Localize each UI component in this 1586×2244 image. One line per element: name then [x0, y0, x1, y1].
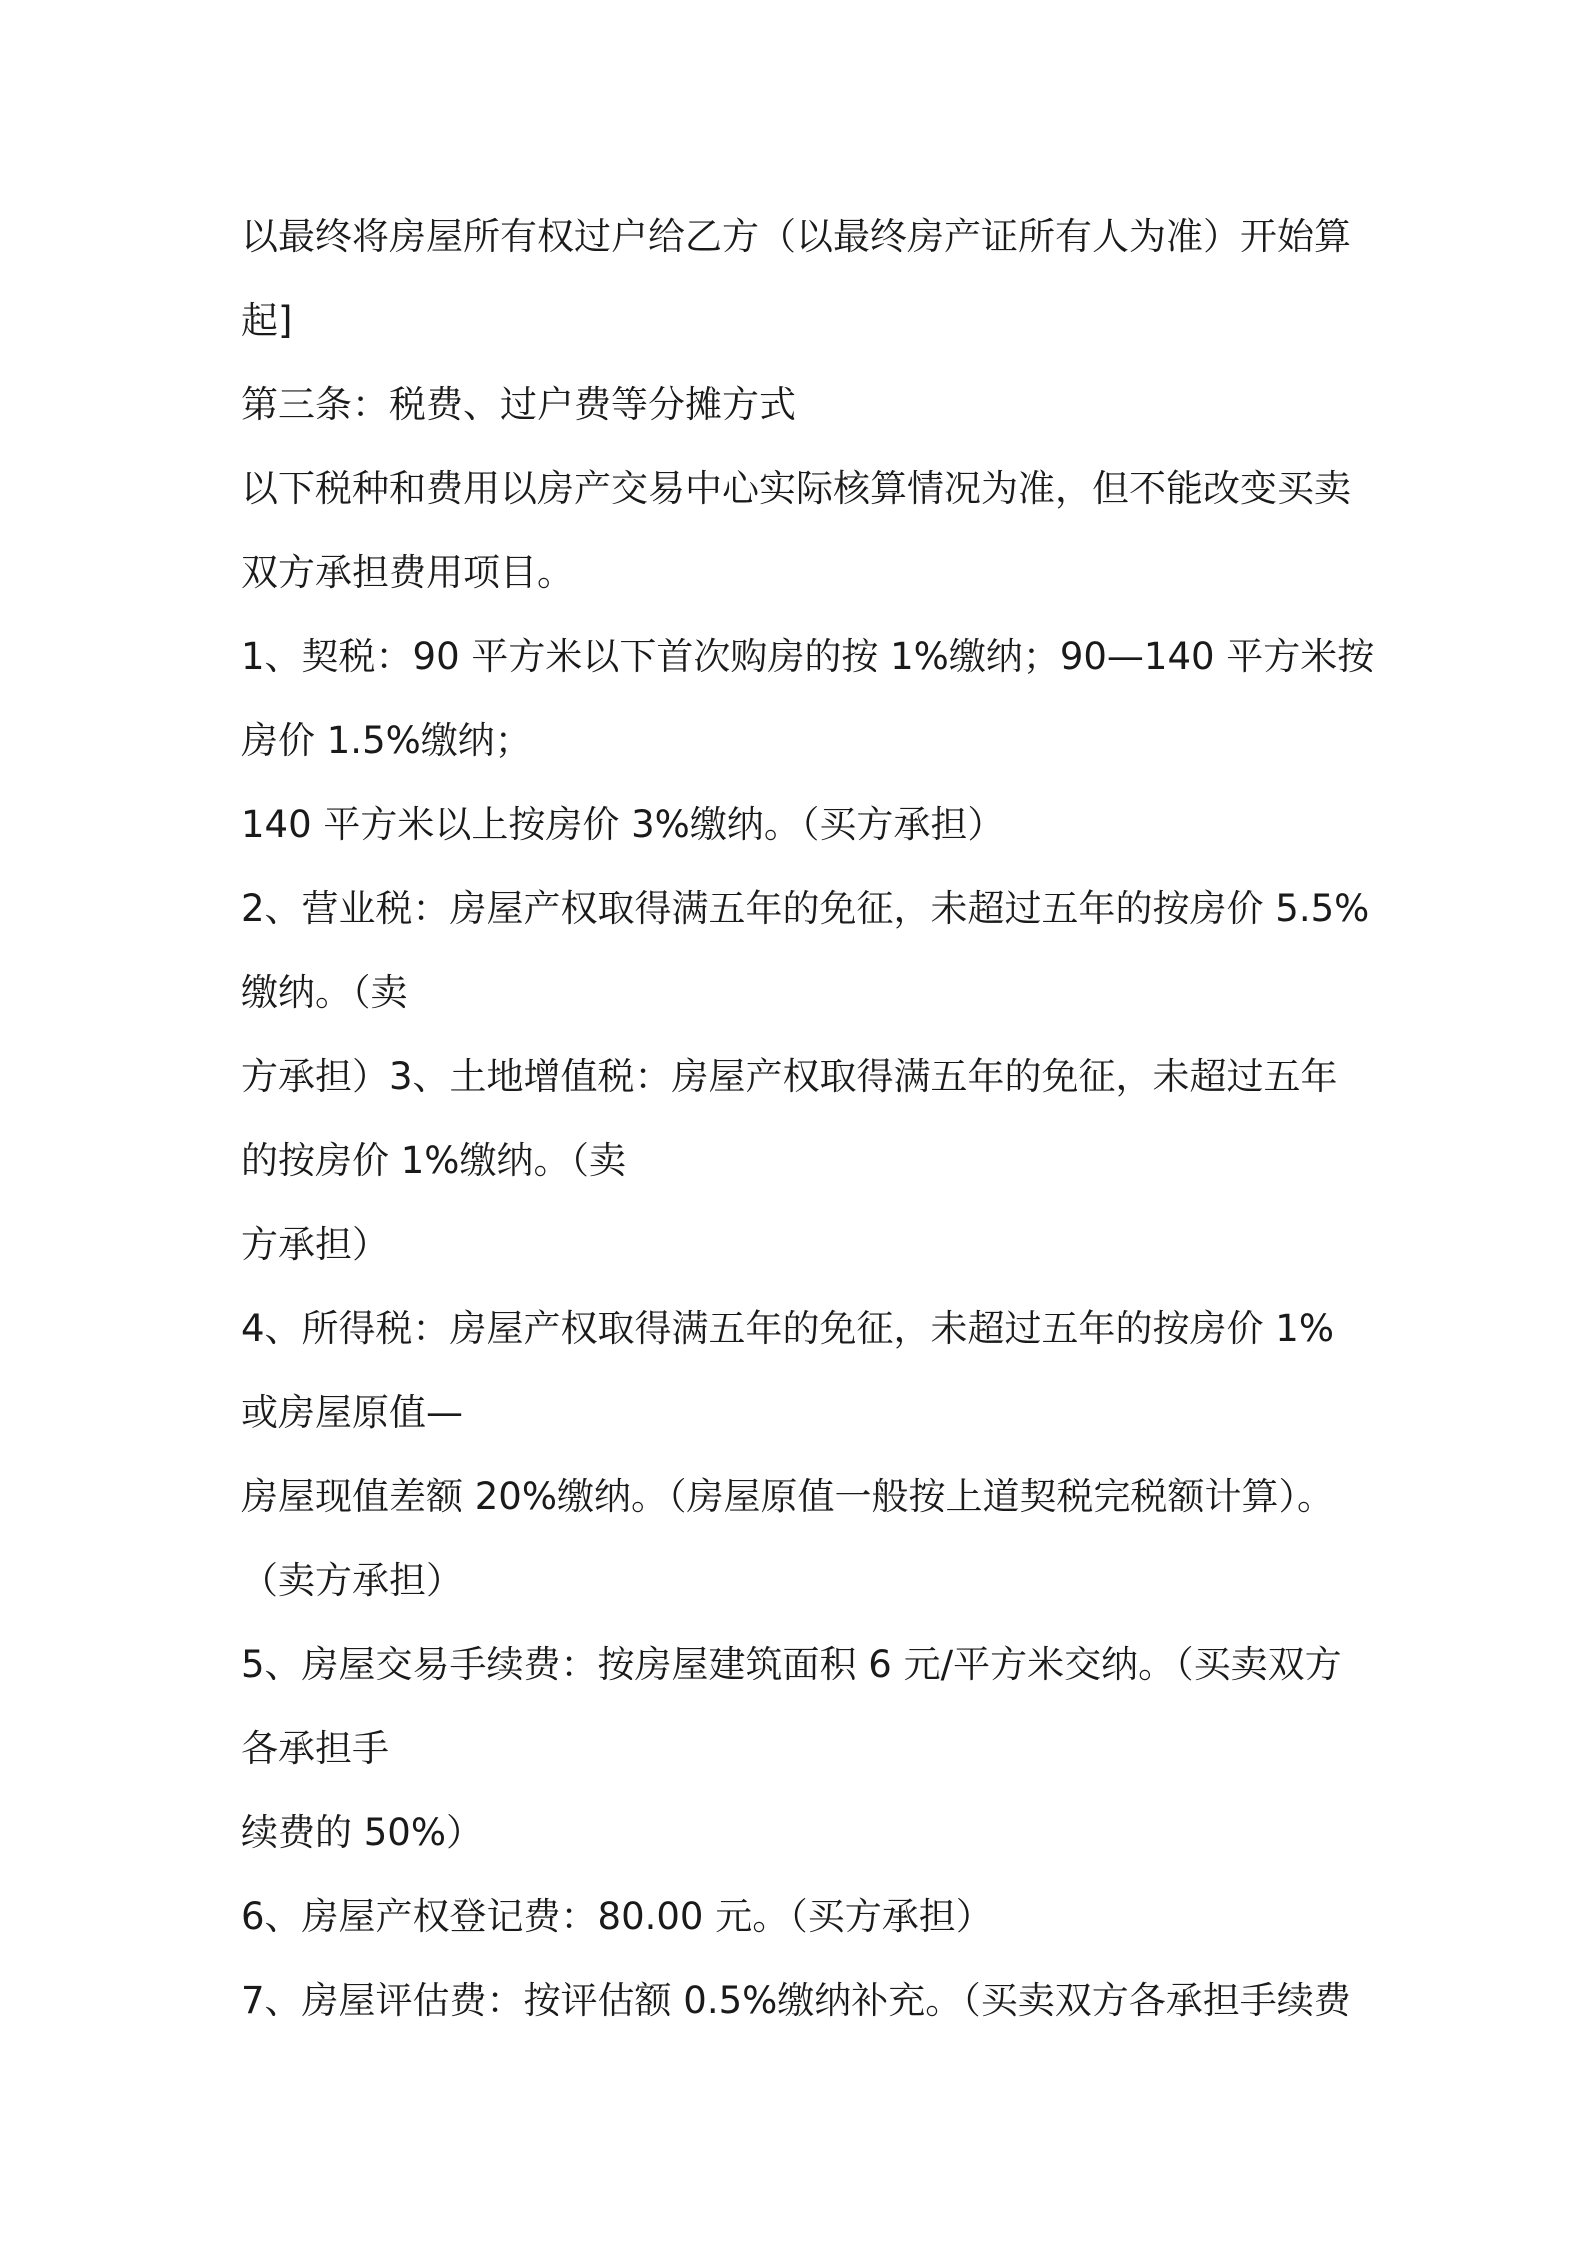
text-line: 双方承担费用项目。 — [241, 551, 574, 594]
tax-item-deed: 1、契税：90 平方米以下首次购房的按 1%缴纳；90—140 平方米按 — [241, 635, 1375, 678]
text-line: 以下税种和费用以房产交易中心实际核算情况为准，但不能改变买卖 — [241, 467, 1351, 510]
tax-item-business: 2、营业税：房屋产权取得满五年的免征，未超过五年的按房价 5.5% — [241, 887, 1370, 930]
tax-item-land: 方承担）3、土地增值税：房屋产权取得满五年的免征，未超过五年 — [241, 1055, 1338, 1098]
fee-item-appraisal: 7、房屋评估费：按评估额 0.5%缴纳补充。（买卖双方各承担手续费 — [241, 1979, 1351, 2022]
text-line: 以最终将房屋所有权过户给乙方（以最终房产证所有人为准）开始算 — [241, 215, 1351, 258]
contract-text — [241, 195, 1375, 2043]
text-line: 续费的 50%） — [241, 1811, 483, 1854]
text-line: 140 平方米以上按房价 3%缴纳。（买方承担） — [241, 803, 1005, 846]
section-heading: 第三条：税费、过户费等分摊方式 — [241, 383, 796, 426]
text-line: 各承担手 — [241, 1727, 389, 1770]
text-line: 缴纳。（卖 — [241, 971, 408, 1014]
text-line: （卖方承担） — [241, 1559, 463, 1602]
text-line: 房价 1.5%缴纳； — [241, 719, 532, 762]
text-line: 或房屋原值— — [241, 1391, 463, 1434]
text-line: 房屋现值差额 20%缴纳。（房屋原值一般按上道契税完税额计算）。 — [241, 1475, 1334, 1518]
fee-item-registration: 6、房屋产权登记费：80.00 元。（买方承担） — [241, 1895, 993, 1938]
fee-item-transaction: 5、房屋交易手续费：按房屋建筑面积 6 元/平方米交纳。（买卖双方 — [241, 1643, 1342, 1686]
text-line: 起] — [241, 299, 293, 342]
text-line: 方承担） — [241, 1223, 389, 1266]
tax-item-income: 4、所得税：房屋产权取得满五年的免征，未超过五年的按房价 1% — [241, 1307, 1334, 1350]
text-line: 的按房价 1%缴纳。（卖 — [241, 1139, 626, 1182]
